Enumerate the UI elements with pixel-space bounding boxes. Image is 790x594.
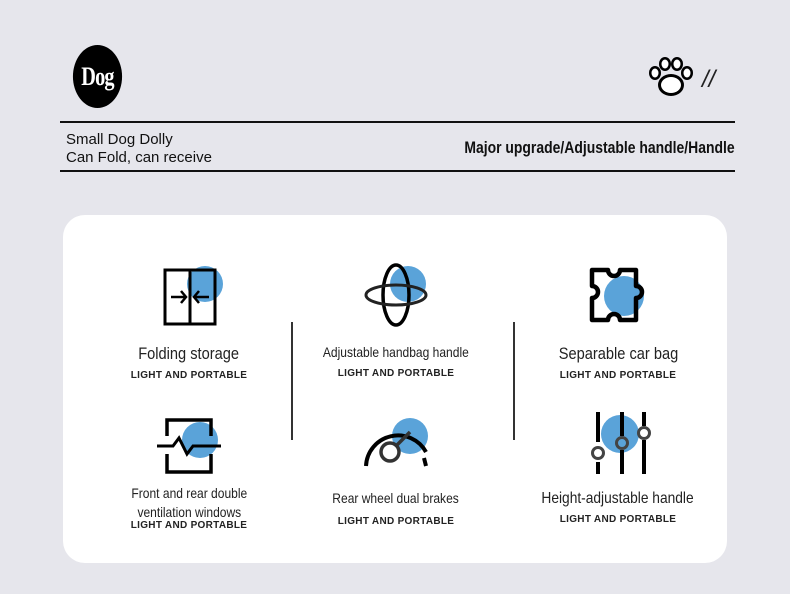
feature-separable-car-bag [518,262,718,381]
feature-title: Separable car bag [558,344,678,363]
feature-subtitle: LIGHT AND PORTABLE [337,368,455,379]
ventilation-window-icon [149,414,229,478]
feature-title-line2: ventilation windows [137,504,241,520]
top-divider [60,121,735,123]
feature-subtitle: LIGHT AND PORTABLE [130,520,248,531]
feature-title: Adjustable handbag handle [323,344,469,360]
feature-subtitle: LIGHT AND PORTABLE [559,370,677,381]
feature-ventilation-windows [89,414,289,531]
column-divider-left [291,322,293,440]
rotate-orbit-icon [356,262,436,328]
paw-icon [646,56,696,100]
slider-controls-icon [578,408,658,478]
feature-adjustable-handbag-handle [296,262,496,379]
puzzle-piece-icon [578,262,658,328]
feature-folding-storage [89,262,289,381]
bottom-divider [60,170,735,172]
headline: Major upgrade/Adjustable handle/Handle [464,138,735,157]
column-divider-right [513,322,515,440]
decorative-slash: // [702,66,716,93]
product-name: Small Dog Dolly [66,131,173,148]
folding-door-icon [149,262,229,328]
feature-title: Rear wheel dual brakes [332,490,460,506]
product-tagline: Can Fold, can receive [66,149,212,166]
feature-title: Height-adjustable handle [541,490,695,507]
feature-subtitle: LIGHT AND PORTABLE [337,516,455,527]
dog-logo: Dog [73,45,122,108]
product-description [66,131,212,167]
feature-rear-wheel-brakes [296,412,496,527]
feature-title: Folding storage [138,344,240,363]
feature-subtitle: LIGHT AND PORTABLE [559,514,677,525]
feature-subtitle: LIGHT AND PORTABLE [130,370,248,381]
brake-gauge-icon [356,412,436,472]
feature-title-line1: Front and rear double [131,485,247,501]
feature-height-adjustable-handle [518,408,718,525]
